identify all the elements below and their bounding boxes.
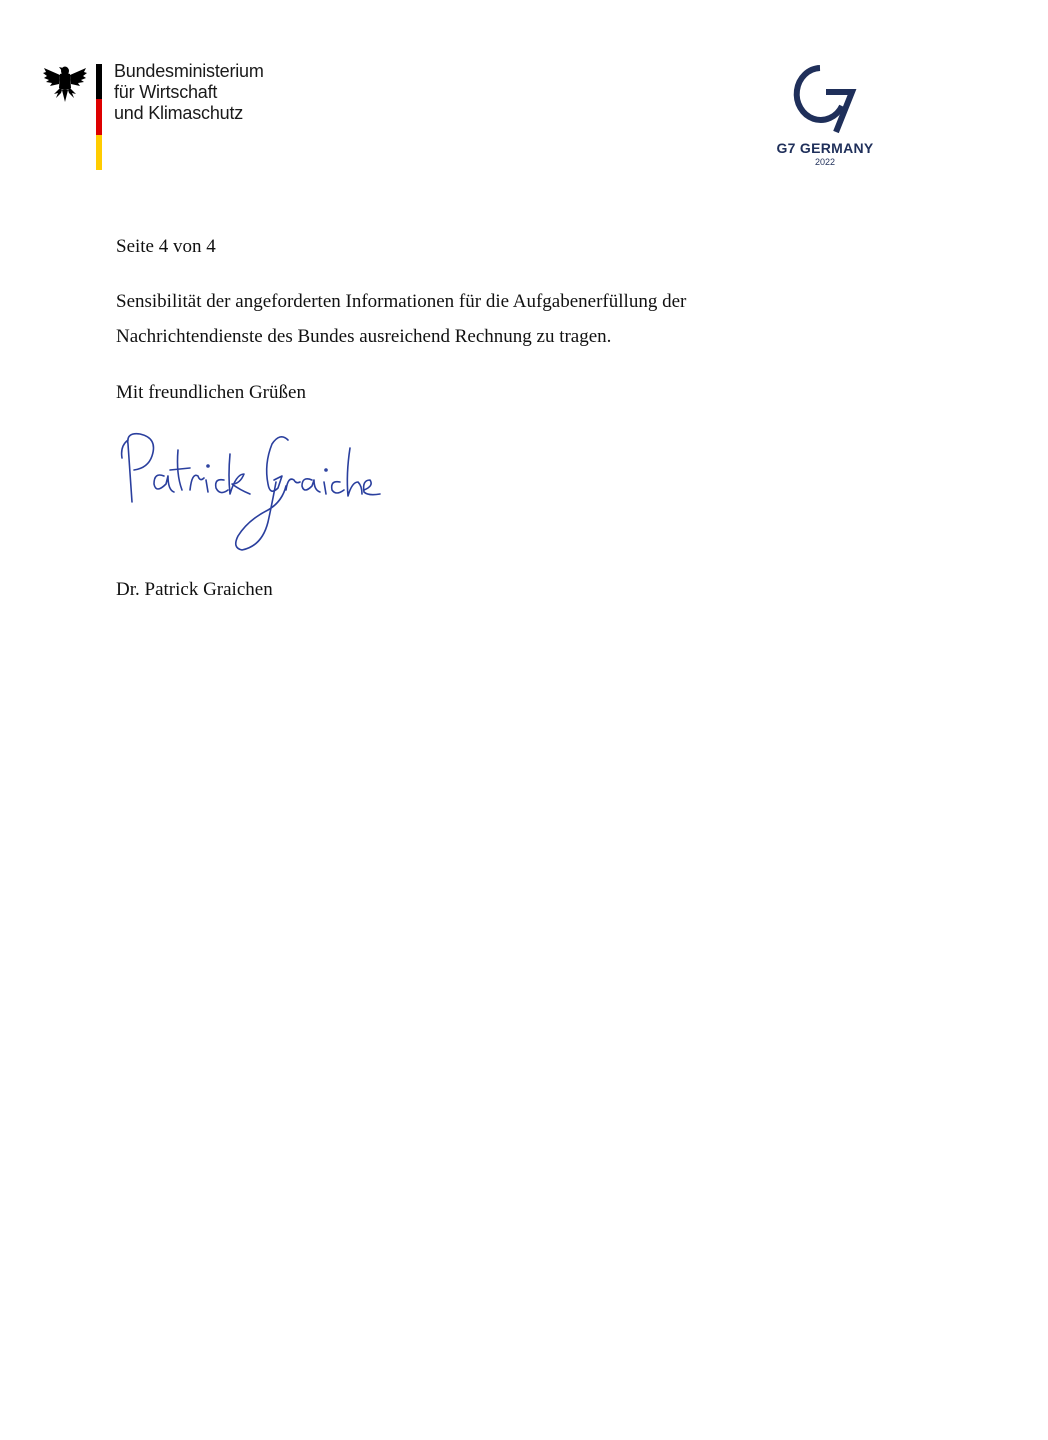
ministry-name-line: Bundesministerium <box>114 61 264 81</box>
g7-germany-logo <box>760 60 890 180</box>
closing-greeting: Mit freundlichen Grüßen <box>116 382 306 403</box>
ministry-name-line: und Klimaschutz <box>114 103 244 123</box>
german-flag-bar <box>96 64 102 170</box>
body-paragraph <box>116 284 686 354</box>
ministry-name <box>114 61 264 124</box>
g7-mark-icon <box>790 60 860 134</box>
handwritten-signature <box>112 424 382 556</box>
signer-name: Dr. Patrick Graichen <box>116 579 273 600</box>
flag-stripe-black <box>96 64 102 99</box>
g7-logo-year: 2022 <box>814 157 836 167</box>
federal-eagle-icon <box>42 62 88 104</box>
ministry-name-line: für Wirtschaft <box>114 82 218 102</box>
flag-stripe-red <box>96 99 102 134</box>
paragraph-line: Sensibilität der angeforderten Informationen für die Aufgabenerfüllung der <box>116 291 687 312</box>
g7-logo-title: G7 GERMANY <box>776 140 874 156</box>
paragraph-line: Nachrichtendienste des Bundes ausreichend Rechnung zu tragen. <box>116 326 612 347</box>
page-number: Seite 4 von 4 <box>116 236 216 257</box>
flag-stripe-gold <box>96 135 102 170</box>
